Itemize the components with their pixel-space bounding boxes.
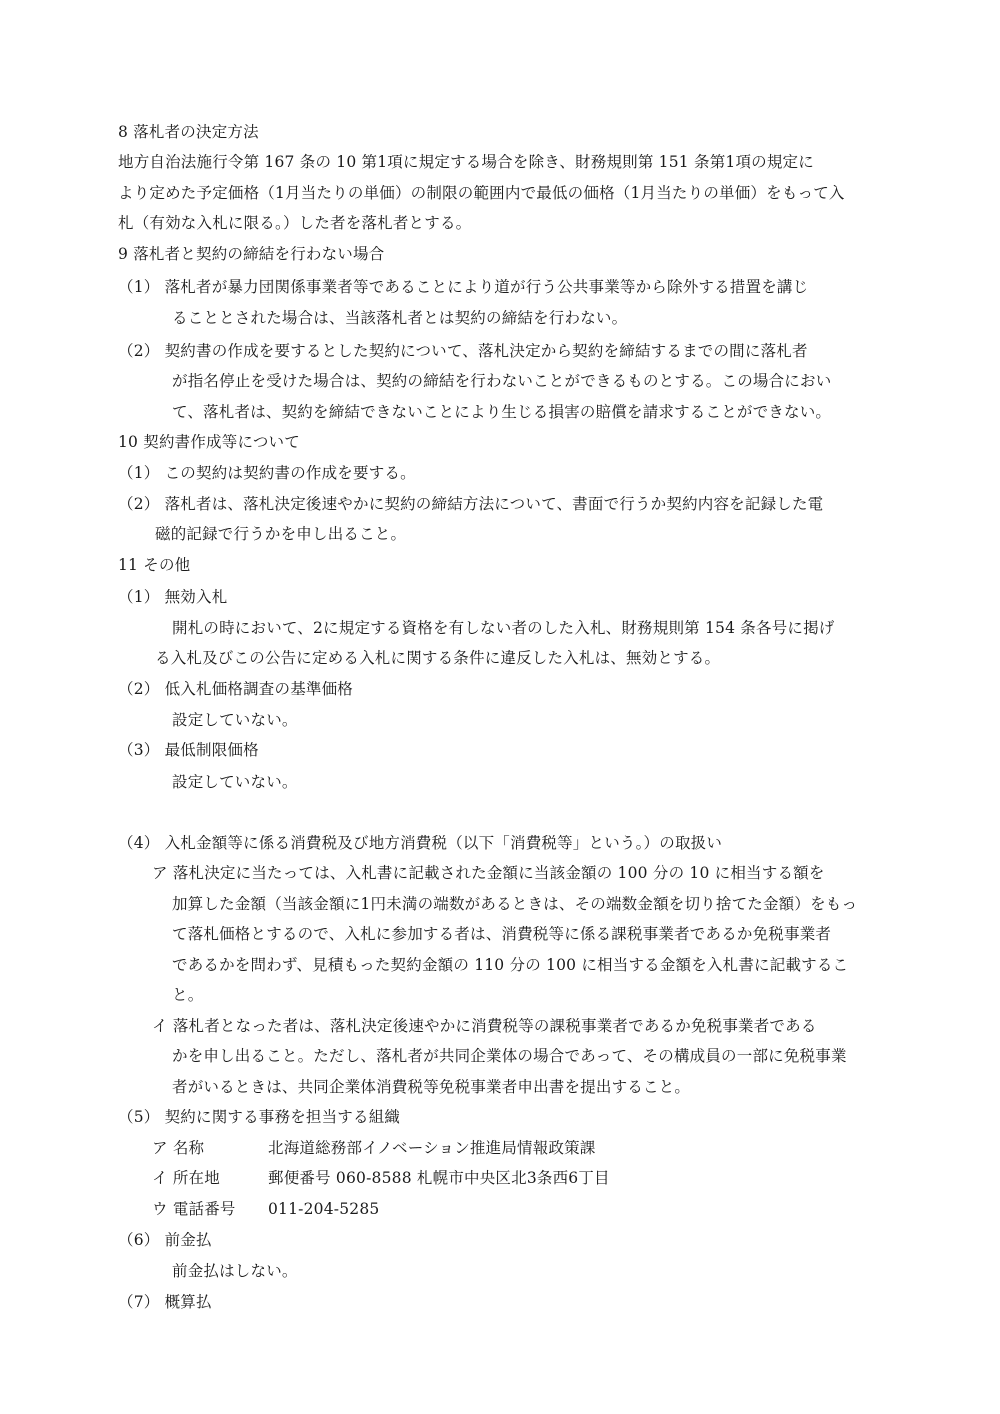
section-11-item-4-b-line-2: かを申し出ること。ただし、落札者が共同企業体の場合であって、その構成員の一部に免税事業	[172, 1047, 847, 1065]
org-address-label: イ 所在地	[152, 1169, 220, 1187]
section-11-item-4-a-line-2: 加算した金額（当該金額に1円未満の端数があるときは、その端数金額を切り捨てた金額）をもっ	[172, 895, 858, 913]
section-9-item-2-line-3: て、落札者は、契約を締結できないことにより生じる損害の賠償を請求することができない。	[172, 403, 832, 421]
section-9-heading: 9 落札者と契約の締結を行わない場合	[118, 245, 385, 263]
org-phone-label: ウ 電話番号	[152, 1200, 236, 1218]
section-8-line-2: より定めた予定価格（1月当たりの単価）の制限の範囲内で最低の価格（1月当たりの単価）をもって入	[118, 184, 845, 202]
section-8-line-3: 札（有効な入札に限る。）した者を落札者とする。	[118, 214, 472, 232]
section-10-item-2-line-2: 磁的記録で行うかを申し出ること。	[155, 525, 407, 543]
section-9-item-2-line-2: が指名停止を受けた場合は、契約の締結を行わないことができるものとする。この場合におい	[172, 372, 832, 390]
section-9-item-1-line-2: ることとされた場合は、当該落札者とは契約の締結を行わない。	[172, 309, 628, 327]
section-11-item-4-a-line-5: と。	[172, 986, 204, 1004]
section-11-item-2-body: 設定していない。	[172, 711, 298, 729]
section-10-item-1: （1） この契約は契約書の作成を要する。	[118, 464, 416, 482]
section-9-item-2-line-1: （2） 契約書の作成を要するとした契約について、落札決定から契約を締結するまでの間に落札者	[118, 342, 808, 360]
section-11-item-1-line-1: 開札の時において、2に規定する資格を有しない者のした入札、財務規則第 154 条各号に掲げ	[172, 619, 835, 637]
section-11-item-6-body: 前金払はしない。	[172, 1262, 298, 1280]
section-11-item-1-line-2: る入札及びこの公告に定める入札に関する条件に違反した入札は、無効とする。	[155, 649, 721, 667]
section-8-line-1: 地方自治法施行令第 167 条の 10 第1項に規定する場合を除き、財務規則第 151 条第1項の規定に	[118, 153, 814, 171]
section-11-item-4-a-line-4: であるかを問わず、見積もった契約金額の 110 分の 100 に相当する金額を入札書に記載するこ	[172, 956, 849, 974]
section-11-item-6-title: （6） 前金払	[118, 1231, 212, 1249]
section-8-heading: 8 落札者の決定方法	[118, 123, 259, 141]
section-11-item-4-a-line-1: ア 落札決定に当たっては、入札書に記載された金額に当該金額の 100 分の 10 に相当する額を	[152, 864, 825, 882]
section-10-item-2-line-1: （2） 落札者は、落札決定後速やかに契約の締結方法について、書面で行うか契約内容を記録した電	[118, 495, 824, 513]
org-name-label: ア 名称	[152, 1139, 205, 1157]
org-phone-value: 011-204-5285	[268, 1200, 380, 1218]
section-11-item-2-title: （2） 低入札価格調査の基準価格	[118, 680, 353, 698]
section-11-item-5-title: （5） 契約に関する事務を担当する組織	[118, 1108, 401, 1126]
section-11-item-3-title: （3） 最低制限価格	[118, 741, 259, 759]
section-11-item-3-body: 設定していない。	[172, 773, 298, 791]
org-address-value: 郵便番号 060-8588 札幌市中央区北3条西6丁目	[268, 1169, 610, 1187]
section-11-item-4-a-line-3: て落札価格とするので、入札に参加する者は、消費税等に係る課税事業者であるか免税事業者	[172, 925, 832, 943]
section-11-heading: 11 その他	[118, 556, 191, 574]
section-9-item-1-line-1: （1） 落札者が暴力団関係事業者等であることにより道が行う公共事業等から除外する措置を講じ	[118, 278, 809, 296]
section-11-item-4-b-line-3: 者がいるときは、共同企業体消費税等免税事業者申出書を提出すること。	[172, 1078, 691, 1096]
section-11-item-7-title: （7） 概算払	[118, 1293, 212, 1311]
section-11-item-4-title: （4） 入札金額等に係る消費税及び地方消費税（以下「消費税等」という。）の取扱い	[118, 834, 723, 852]
section-11-item-4-b-line-1: イ 落札者となった者は、落札決定後速やかに消費税等の課税事業者であるか免税事業者である	[152, 1017, 817, 1035]
section-10-heading: 10 契約書作成等について	[118, 433, 300, 451]
org-name-value: 北海道総務部イノベーション推進局情報政策課	[268, 1139, 596, 1157]
section-11-item-1-title: （1） 無効入札	[118, 588, 228, 606]
